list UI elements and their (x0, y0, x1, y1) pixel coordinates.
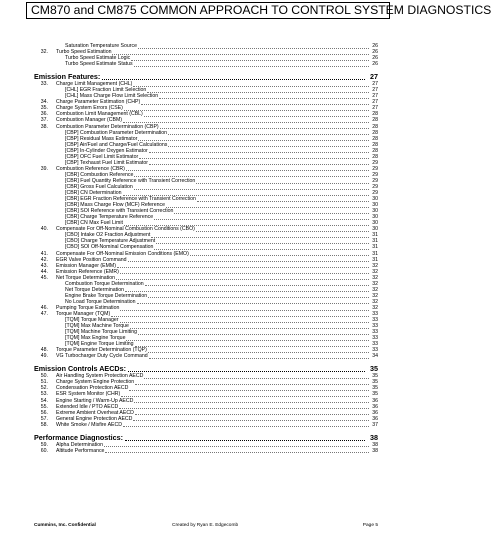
leader-dots (168, 142, 369, 148)
toc-entry-title: [CBR] CN Max Fuel Limit (65, 220, 123, 227)
toc-entry[interactable] (34, 422, 378, 428)
toc-entry-number: 32. (40, 49, 48, 56)
toc-entry-number: 60. (40, 447, 48, 454)
leader-dots (128, 364, 365, 372)
toc-entry-number: 58. (40, 421, 48, 428)
toc-entry-page: 26 (372, 49, 378, 56)
toc-entry-number: 59. (40, 441, 48, 448)
footer-author: Created by Ryan E. Edgecomb (172, 523, 239, 528)
footer-page-number: Page 5 (362, 523, 378, 528)
toc-entry-page: 28 (372, 129, 378, 136)
toc-group-performance-diagnostics (34, 442, 378, 454)
leader-dots (129, 385, 369, 391)
leader-dots (138, 329, 369, 335)
section-page: 27 (370, 72, 378, 82)
toc-entry-page: 35 (372, 385, 378, 392)
leader-dots (131, 55, 369, 61)
toc-entry-number: 38. (40, 123, 48, 130)
section-title: Emission Features: (34, 72, 101, 82)
toc-entry-number: 35. (40, 105, 48, 112)
toc-entry-page: 27 (372, 87, 378, 94)
toc-entry-page: 28 (372, 117, 378, 124)
toc-entry-page: 30 (372, 208, 378, 215)
toc-entry-page: 29 (372, 177, 378, 184)
toc-entry-title: [CBP] In-Cylinder Oxygen Estimator (65, 147, 148, 154)
toc-entry-page: 28 (372, 135, 378, 142)
toc-entry-title: Turbo Speed Estimate Status (65, 61, 133, 68)
toc-entry-number: 50. (40, 373, 48, 380)
toc-entry-title: Emission Manager (EMM) (56, 262, 116, 269)
document-title: CM870 and CM875 COMMON APPROACH TO CONTROL SYSTEM DIAGNOSTICS (31, 3, 491, 17)
toc-entry-page: 27 (372, 81, 378, 88)
toc-entry-number: 47. (40, 310, 48, 317)
toc-entry-title: Compensate For Off-Nominal Combustion Conditions (CBO) (56, 226, 195, 233)
toc-entry-title: Engine Starting / Warm-Up AECD (56, 397, 134, 404)
leader-dots (126, 166, 369, 172)
toc-entry-page: 31 (372, 232, 378, 239)
leader-dots (135, 341, 369, 347)
leader-dots (147, 87, 369, 93)
leader-dots (144, 373, 369, 379)
leader-dots (138, 43, 369, 49)
leader-dots (174, 208, 369, 214)
toc-entry-number: 37. (40, 117, 48, 124)
toc-entry-page: 32 (372, 274, 378, 281)
toc-entry-page: 26 (372, 43, 378, 49)
toc-entry-title: Altitude Performance (56, 447, 105, 454)
leader-dots (144, 111, 369, 117)
toc-entry-page: 33 (372, 335, 378, 342)
toc-entry-title: [CBP] Texhaust Fuel Limit Estimator (65, 159, 148, 166)
toc-entry-page: 29 (372, 183, 378, 190)
toc-entry-title: Alpha Determination (56, 441, 104, 448)
toc-entry-page: 36 (372, 409, 378, 416)
leader-dots (120, 305, 369, 311)
toc-entry-number: 48. (40, 347, 48, 354)
toc-entry-title: VG Turbocharger Duty Cycle Command (56, 353, 148, 360)
toc-entry-number: 43. (40, 262, 48, 269)
toc-entry-page: 32 (372, 262, 378, 269)
toc-entry-number: 44. (40, 268, 48, 275)
toc-entry-page: 35 (372, 391, 378, 398)
toc-entry-page: 36 (372, 415, 378, 422)
toc-entry-title: Torque Parameter Determination (TQP) (56, 347, 147, 354)
leader-dots (120, 269, 369, 275)
leader-dots (168, 130, 369, 136)
leader-dots (154, 244, 369, 250)
toc-entry-page: 31 (372, 244, 378, 251)
toc-entry-title: [CBO] Intake O2 Fraction Adjustment (65, 232, 151, 239)
leader-dots (133, 81, 369, 87)
section-page: 35 (370, 364, 378, 374)
toc-entry-title: Condensation Protection AECD (56, 385, 129, 392)
toc-entry-page: 37 (372, 421, 378, 428)
toc-entry[interactable] (34, 448, 378, 454)
toc-entry-number: 36. (40, 111, 48, 118)
toc-entry-title: ESR System Monitor (CHR) (56, 391, 121, 398)
section-title: Performance Diagnostics: (34, 432, 124, 442)
toc-entry-number: 49. (40, 353, 48, 360)
leader-dots (134, 61, 369, 67)
toc-entry-page: 27 (372, 105, 378, 112)
toc-entry-title: Emission Reference (EMR) (56, 268, 119, 275)
leader-dots (112, 49, 369, 55)
toc-entry-title: [CBP] OFC Fuel Limit Estimator (65, 153, 139, 160)
toc-entry-page: 31 (372, 256, 378, 263)
toc-entry-number: 41. (40, 250, 48, 257)
toc-entry-page: 35 (372, 373, 378, 380)
leader-dots (105, 448, 369, 454)
toc-entry-title: Pumping Torque Estimation (56, 304, 120, 311)
toc-entry-page: 30 (372, 202, 378, 209)
toc-entry-page: 31 (372, 238, 378, 245)
leader-dots (149, 148, 369, 154)
leader-dots (197, 196, 369, 202)
toc-entry-title: [CBR] Fuel Quantity Reference with Transient Correction (65, 177, 196, 184)
toc-entry-page: 36 (372, 397, 378, 404)
toc-entry-number: 42. (40, 256, 48, 263)
toc-entry-title: [CHL] EGR Fraction Limit Selection (65, 87, 147, 94)
leader-dots (117, 263, 369, 269)
toc-entry-page: 27 (372, 93, 378, 100)
toc-entry-page: 28 (372, 111, 378, 118)
toc-entry-page: 29 (372, 159, 378, 166)
leader-dots (104, 442, 369, 448)
toc-entry-title: General Engine Protection AECD (56, 415, 133, 422)
toc-entry-title: Turbo Speed Estimation (56, 49, 112, 56)
toc-entry-title: No Load Torque Determination (65, 298, 136, 305)
toc-entry-number: 52. (40, 385, 48, 392)
toc-entry-title: [CBP] Air/Fuel and Charge/Fuel Calculations (65, 141, 168, 148)
toc-entry-title: Charge Limit Management (CHL) (56, 81, 133, 88)
toc-entry-title: Combustion Parameter Determination (CBP) (56, 123, 159, 130)
toc-entry-page: 27 (372, 99, 378, 106)
section-title: Emission Controls AECDs: (34, 364, 126, 374)
leader-dots (125, 433, 365, 441)
toc-entry-page: 32 (372, 268, 378, 275)
toc-entry-title: [CBR] Combustion Reference (65, 171, 134, 178)
toc-entry-page: 29 (372, 171, 378, 178)
toc-entry-page: 31 (372, 250, 378, 257)
leader-dots (130, 323, 369, 329)
leader-dots (111, 311, 369, 317)
toc-entry-title: EGR Valve Position Command (56, 256, 127, 263)
toc-entry-number: 46. (40, 304, 48, 311)
toc-entry-title: Saturation Temperature Source (65, 43, 137, 49)
leader-dots (166, 202, 369, 208)
toc-group-emission-controls-aecds (34, 373, 378, 427)
toc-entry-page: 32 (372, 292, 378, 299)
toc-entry-title: Combustion Reference (CBR) (56, 165, 125, 172)
toc-entry-title: Combustion Limit Management (CBL) (56, 111, 143, 118)
toc-entry[interactable] (34, 353, 378, 359)
leader-dots (149, 160, 369, 166)
toc-entry-title: [CBR] Charge Temperature Reference (65, 214, 154, 221)
leader-dots (148, 293, 369, 299)
leader-dots (120, 317, 369, 323)
toc-section-emission-features[interactable] (34, 72, 378, 81)
leader-dots (159, 93, 369, 99)
toc-entry-page: 33 (372, 329, 378, 336)
toc-entry-title: [CBO] Charge Temperature Adjustment (65, 238, 156, 245)
leader-dots (135, 379, 369, 385)
toc-entry-title: [TQM] Max Engine Torque (65, 335, 126, 342)
toc-entry-title: [TQM] Machine Torque Limiting (65, 329, 137, 336)
toc-entry-title: [CBP] Combustion Parameter Determination (65, 129, 168, 136)
toc-entry-page: 30 (372, 220, 378, 227)
toc-entry-page: 33 (372, 341, 378, 348)
leader-dots (135, 410, 369, 416)
toc-entry-page: 30 (372, 214, 378, 221)
toc-entry-page: 33 (372, 323, 378, 330)
toc-entry-title: [CBP] Residual Mass Estimator (65, 135, 138, 142)
leader-dots (123, 190, 369, 196)
toc-entry-title: Air Handling System Protection AECD (56, 373, 144, 380)
toc-entry-page: 33 (372, 310, 378, 317)
leader-dots (151, 232, 369, 238)
toc-entry-number: 56. (40, 409, 48, 416)
toc-group-turbo (34, 43, 378, 67)
toc-entry-page: 35 (372, 379, 378, 386)
leader-dots (102, 72, 365, 80)
leader-dots (134, 398, 369, 404)
toc-entry-page: 28 (372, 147, 378, 154)
toc-entry-page: 26 (372, 61, 378, 68)
toc-entry-page: 32 (372, 286, 378, 293)
toc-entry-title: [CBR] CN Determination (65, 190, 122, 197)
toc-entry-title: Turbo Speed Estimate Logic (65, 55, 131, 62)
leader-dots (160, 124, 369, 130)
footer-confidential: Cummins, Inc. Confidential (34, 523, 96, 528)
toc-entry-title: Torque Manager (TQM) (56, 310, 111, 317)
toc-entry-title: [CBR] SOI Reference with Transient Correction (65, 208, 174, 215)
leader-dots (128, 257, 369, 263)
toc-entry-page: 38 (372, 441, 378, 448)
toc-entry-title: Net Torque Determination (56, 274, 116, 281)
toc-entry-title: Charge Parameter Estimation (CHP) (56, 99, 141, 106)
toc-entry-title: [CHL] Mass Charge Flow Limit Selection (65, 93, 159, 100)
document-footer (34, 523, 378, 531)
leader-dots (139, 154, 369, 160)
toc-entry-page: 32 (372, 298, 378, 305)
leader-dots (124, 105, 369, 111)
toc-entry-number: 39. (40, 165, 48, 172)
leader-dots (134, 172, 369, 178)
toc-entry-title: [CBR] Mass Charge Flow (MCF) Reference (65, 202, 166, 209)
toc-entry-page: 33 (372, 317, 378, 324)
toc-entry-title: Extreme Ambient Overheat AECD (56, 409, 134, 416)
leader-dots (156, 238, 369, 244)
toc-section-emission-controls-aecds[interactable] (34, 364, 378, 373)
toc-entry-page: 30 (372, 226, 378, 233)
toc-entry-title: [TQM] Max Machine Torque (65, 323, 129, 330)
toc-entry-number: 54. (40, 397, 48, 404)
table-of-contents (34, 43, 378, 454)
toc-entry-page: 36 (372, 403, 378, 410)
toc-entry-title: Net Torque Determination (65, 286, 125, 293)
leader-dots (125, 287, 369, 293)
leader-dots (145, 281, 369, 287)
toc-section-performance-diagnostics[interactable] (34, 433, 378, 442)
toc-entry-number: 55. (40, 403, 48, 410)
toc-entry-title: [CBR] Gross Fuel Calculation (65, 183, 133, 190)
leader-dots (116, 275, 369, 281)
toc-entry-title: [TQM] Torque Manager (65, 317, 119, 324)
toc-group-emission-features (34, 81, 378, 359)
document-header (26, 2, 491, 19)
toc-entry-number: 57. (40, 415, 48, 422)
toc-entry-title: [CBO] SOI Off-Nominal Compensation (65, 244, 154, 251)
toc-entry-title: White Smoke / Misfire AECD (56, 421, 123, 428)
section-page: 38 (370, 432, 378, 442)
leader-dots (190, 251, 369, 257)
leader-dots (148, 347, 369, 353)
leader-dots (149, 353, 369, 359)
toc-entry-title: Charge System Engine Protection (56, 379, 135, 386)
toc-entry-title: [CBR] EGR Fraction Reference with Transient Correction (65, 196, 196, 203)
toc-entry-page: 32 (372, 280, 378, 287)
leader-dots (154, 214, 369, 220)
toc-entry-title: Combustion Torque Determination (65, 280, 144, 287)
toc-entry-title: [TQM] Engine Torque Limiting (65, 341, 134, 348)
leader-dots (119, 404, 369, 410)
toc-entry-page: 30 (372, 196, 378, 203)
toc-entry-title: Charge System Errors (CSE) (56, 105, 123, 112)
toc-entry-page: 28 (372, 153, 378, 160)
toc-entry-page: 32 (372, 304, 378, 311)
toc-entry[interactable] (34, 61, 378, 67)
toc-entry-number: 53. (40, 391, 48, 398)
leader-dots (137, 299, 369, 305)
toc-entry-title: Extended Idle / PTO AECD (56, 403, 119, 410)
toc-entry-title: Engine Brake Torque Determination (65, 292, 148, 299)
toc-entry-page: 33 (372, 347, 378, 354)
toc-entry-page: 28 (372, 123, 378, 130)
toc-entry-number: 40. (40, 226, 48, 233)
leader-dots (196, 226, 369, 232)
toc-entry-page: 38 (372, 447, 378, 454)
toc-entry-page: 34 (372, 353, 378, 360)
leader-dots (134, 184, 369, 190)
toc-entry-title: Combustion Manager (CBM) (56, 117, 123, 124)
leader-dots (123, 422, 369, 428)
leader-dots (121, 391, 369, 397)
leader-dots (138, 136, 369, 142)
leader-dots (141, 99, 369, 105)
leader-dots (126, 335, 369, 341)
toc-entry-number: 34. (40, 99, 48, 106)
leader-dots (124, 220, 369, 226)
toc-entry-number: 33. (40, 81, 48, 88)
toc-entry-number: 51. (40, 379, 48, 386)
toc-entry-page: 29 (372, 190, 378, 197)
toc-entry-number: 45. (40, 274, 48, 281)
toc-entry-page: 26 (372, 55, 378, 62)
toc-entry-page: 29 (372, 165, 378, 172)
toc-entry-title: Compensate For Off-Nominal Emission Conditions (EMO) (56, 250, 189, 257)
leader-dots (133, 416, 369, 422)
toc-entry-page: 28 (372, 141, 378, 148)
leader-dots (123, 117, 369, 123)
leader-dots (196, 178, 369, 184)
